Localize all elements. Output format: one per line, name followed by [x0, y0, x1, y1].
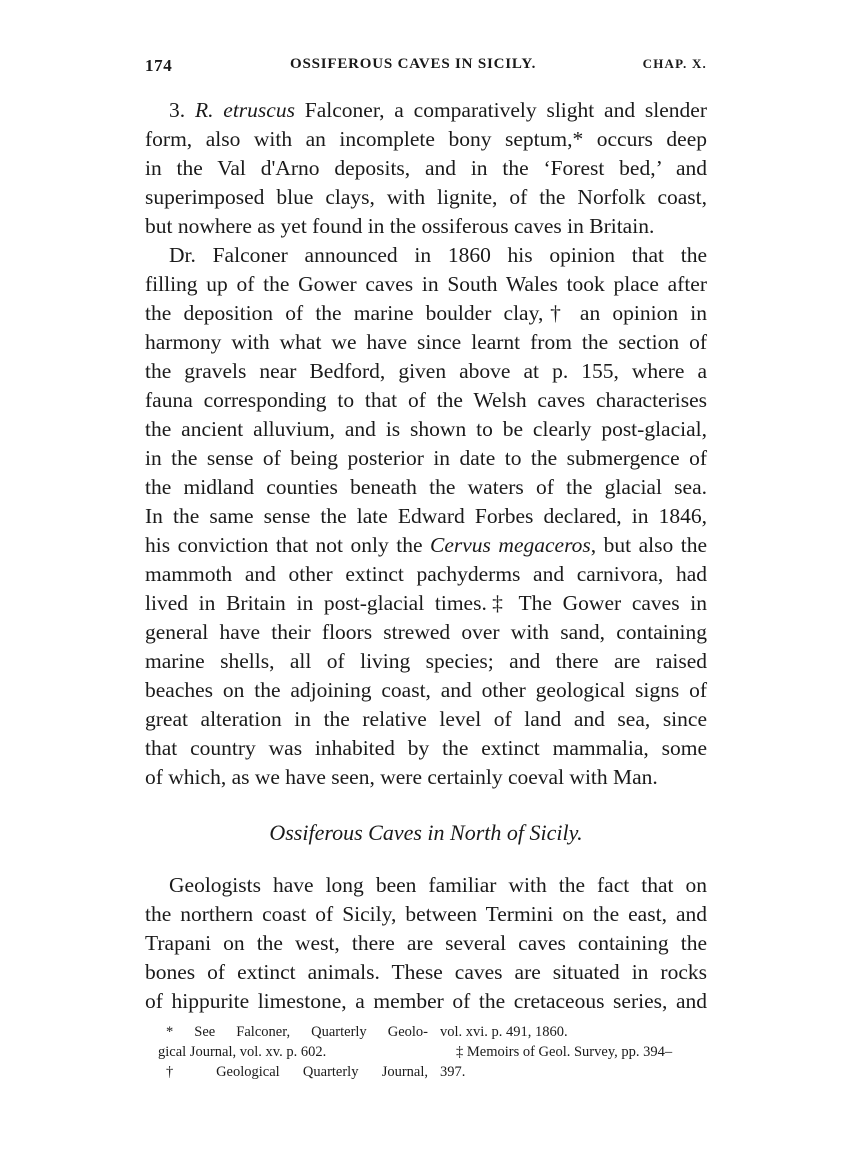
- text-line: fauna corresponding to that of the Welsh caves characterises: [145, 388, 707, 412]
- text-line: beaches on the adjoining coast, and other geological signs of: [145, 678, 707, 702]
- text-line: harmony with what we have since learnt from the section of: [145, 330, 707, 354]
- footnote-line: vol. xvi. p. 491, 1860.: [440, 1024, 568, 1040]
- running-header: [145, 56, 707, 82]
- text-line: the deposition of the marine boulder clay,† an opinion in: [145, 301, 707, 325]
- text-line: the ancient alluvium, and is shown to be clearly post-glacial,: [145, 417, 707, 441]
- text-line: but nowhere as yet found in the ossiferous caves in Britain.: [145, 214, 655, 238]
- body-text: [145, 96, 707, 1016]
- text-line: his conviction that not only the Cervus megaceros, but also the: [145, 533, 707, 557]
- footnotes-right-column: [440, 1022, 710, 1082]
- italic-term: R. etruscus: [194, 98, 295, 122]
- footnote-line: † Geological Quarterly Journal,: [166, 1064, 428, 1080]
- footnotes-left-column: [158, 1022, 428, 1082]
- text-line: in the sense of being posterior in date to the submergence of: [145, 446, 707, 470]
- text-line: marine shells, all of living species; and there are raised: [145, 649, 707, 673]
- footnote-line: ‡ Memoirs of Geol. Survey, pp. 394–: [456, 1044, 673, 1060]
- text-line: general have their floors strewed over with sand, containing: [145, 620, 707, 644]
- text-line: form, also with an incomplete bony septum,* occurs deep: [145, 127, 707, 151]
- text-line: of which, as we have seen, were certainly coeval with Man.: [145, 765, 658, 789]
- footnote-line: * See Falconer, Quarterly Geolo-: [166, 1024, 428, 1040]
- text-line: Dr. Falconer announced in 1860 his opinion that the: [169, 243, 707, 267]
- text-line: in the Val d'Arno deposits, and in the ‘Forest bed,’ and: [145, 156, 707, 180]
- section-heading: Ossiferous Caves in North of Sicily.: [269, 820, 583, 845]
- text-line: mammoth and other extinct pachyderms and carnivora, had: [145, 562, 707, 586]
- text-line: bones of extinct animals. These caves are situated in rocks: [145, 960, 707, 984]
- footnote-line: 397.: [440, 1064, 466, 1080]
- italic-term: Cervus megaceros: [430, 533, 591, 557]
- text-line: 3. R. etruscus Falconer, a comparatively slight and slender: [169, 98, 708, 122]
- chapter-label: CHAP. X.: [642, 56, 707, 71]
- text-line: the northern coast of Sicily, between Termini on the east, and: [145, 902, 707, 926]
- text-line: Geologists have long been familiar with the fact that on: [169, 873, 707, 897]
- running-title: OSSIFEROUS CAVES IN SICILY.: [290, 56, 537, 72]
- text-line: the gravels near Bedford, given above at p. 155, where a: [145, 359, 707, 383]
- text-line: lived in Britain in post-glacial times.‡ The Gower caves in: [145, 591, 707, 615]
- text-line: that country was inhabited by the extinct mammalia, some: [145, 736, 707, 760]
- footnote-line: gical Journal, vol. xv. p. 602.: [158, 1044, 327, 1060]
- text-line: great alteration in the relative level of land and sea, since: [145, 707, 707, 731]
- text-line: of hippurite limestone, a member of the cretaceous series, and: [145, 989, 707, 1013]
- text-line: filling up of the Gower caves in South Wales took place after: [145, 272, 707, 296]
- text-line: the midland counties beneath the waters of the glacial sea.: [145, 475, 707, 499]
- text-line: superimposed blue clays, with lignite, of the Norfolk coast,: [145, 185, 707, 209]
- text-line: In the same sense the late Edward Forbes declared, in 1846,: [145, 504, 707, 528]
- page-number: 174: [145, 56, 173, 75]
- text-line: Trapani on the west, there are several caves containing the: [145, 931, 707, 955]
